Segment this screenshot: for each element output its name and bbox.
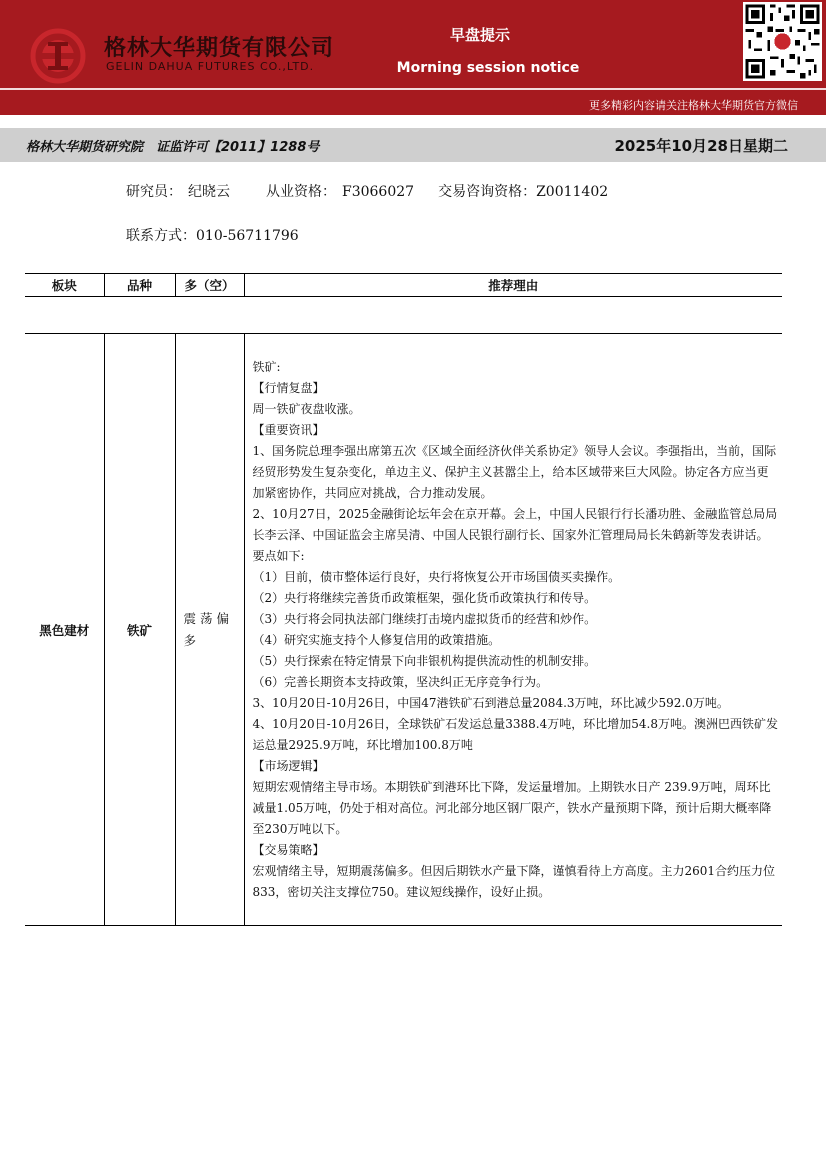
cell-variety: 铁矿 <box>104 334 175 926</box>
company-logo-icon <box>30 28 86 84</box>
reason-line: （5）央行探索在特定情景下向非银机构提供流动性的机制安排。 <box>252 654 597 668</box>
analyst-info <box>126 181 644 201</box>
cell-reason <box>244 334 782 926</box>
company-name-en: GELIN DAHUA FUTURES CO.,LTD. <box>106 60 315 73</box>
reason-line: 短期宏观情绪主导市场。本期铁矿到港环比下降，发运量增加。上期铁水日产 239.9万吨，周环比减量1.05万吨，仍处于相对高位。河北部分地区钢厂限产，铁水产量预期下降，预计后期大概率降至230万吨以下。 <box>252 780 772 836</box>
contact-info <box>126 225 299 245</box>
reason-line: 4、10月20日-10月26日，全球铁矿石发运总量3388.4万吨，环比增加54.8万吨。澳洲巴西铁矿发运总量2925.9万吨，环比增加100.8万吨 <box>252 717 778 752</box>
qualification-label: 从业资格： <box>266 184 336 200</box>
reason-line: （2）央行将继续完善货币政策框架，强化货币政策执行和传导。 <box>252 591 597 605</box>
reason-line: 【交易策略】 <box>252 843 325 857</box>
wechat-qr-code-icon <box>743 2 822 81</box>
header-reason: 推荐理由 <box>244 274 782 297</box>
reason-line: 【行情复盘】 <box>252 381 325 395</box>
contact-phone: 010-56711796 <box>196 228 299 244</box>
table-header-row <box>25 274 782 297</box>
report-title-cn: 早盘提示 <box>449 26 510 44</box>
report-title-en: Morning session notice <box>396 60 580 76</box>
reason-line: （3）央行将会同执法部门继续打击境内虚拟货币的经营和炒作。 <box>252 612 597 626</box>
institute-license: 格林大华期货研究院 证监许可【2011】1288号 <box>26 140 320 155</box>
institute-bar <box>0 128 826 162</box>
recommendation-table <box>25 273 782 926</box>
table-row <box>25 334 782 926</box>
cell-sector: 黑色建材 <box>25 334 104 926</box>
consult-label: 交易咨询资格： <box>438 184 537 200</box>
header-divider <box>0 88 826 90</box>
cell-direction: 震荡偏多 <box>175 334 244 926</box>
reason-line: （4）研究实施支持个人修复信用的政策措施。 <box>252 633 501 647</box>
reason-line: （1）目前，债市整体运行良好，央行将恢复公开市场国债买卖操作。 <box>252 570 621 584</box>
reason-line: （6）完善长期资本支持政策，坚决纠正无序竞争行为。 <box>252 675 549 689</box>
header-variety: 品种 <box>104 274 175 297</box>
reason-line: 1、国务院总理李强出席第五次《区域全面经济伙伴关系协定》领导人会议。李强指出，当前，国际经贸形势发生复杂变化，单边主义、保护主义甚嚣尘上，给本区域带来巨大风险。协定各方应当更加紧密协作，共同应对挑战，合力推动发展。 <box>252 444 777 500</box>
qualification-number: F3066027 <box>342 184 415 200</box>
report-date: 2025年10月28日星期二 <box>614 137 788 155</box>
company-name-cn: 格林大华期货有限公司 <box>104 36 335 61</box>
header-sector: 板块 <box>25 274 104 297</box>
reason-line: 宏观情绪主导，短期震荡偏多。但因后期铁水产量下降，谨慎看待上方高度。主力2601合约压力位833，密切关注支撑位750。建议短线操作，设好止损。 <box>252 864 776 899</box>
header-direction: 多（空） <box>175 274 244 297</box>
researcher-name: 纪晓云 <box>188 184 230 200</box>
reason-line: 周一铁矿夜盘收涨。 <box>252 402 361 416</box>
reason-line: 【市场逻辑】 <box>252 759 325 773</box>
researcher-label: 研究员： <box>126 184 182 200</box>
wechat-follow-note: 更多精彩内容请关注格林大华期货官方微信 <box>589 99 798 112</box>
reason-line: 2、10月27日，2025金融街论坛年会在京开幕。会上，中国人民银行行长潘功胜、金融监管总局局长李云泽、中国证监会主席吴清、中国人民银行副行长、国家外汇管理局局长朱鹤新等发表讲话。要点如下: <box>252 507 778 563</box>
reason-line: 铁矿: <box>252 360 281 374</box>
header-banner <box>0 0 826 115</box>
contact-label: 联系方式： <box>126 228 196 244</box>
consult-number: Z0011402 <box>536 184 609 200</box>
reason-line: 3、10月20日-10月26日，中国47港铁矿石到港总量2084.3万吨，环比减少592.0万吨。 <box>252 696 729 710</box>
table-spacer-row <box>25 297 782 334</box>
reason-line: 【重要资讯】 <box>252 423 325 437</box>
